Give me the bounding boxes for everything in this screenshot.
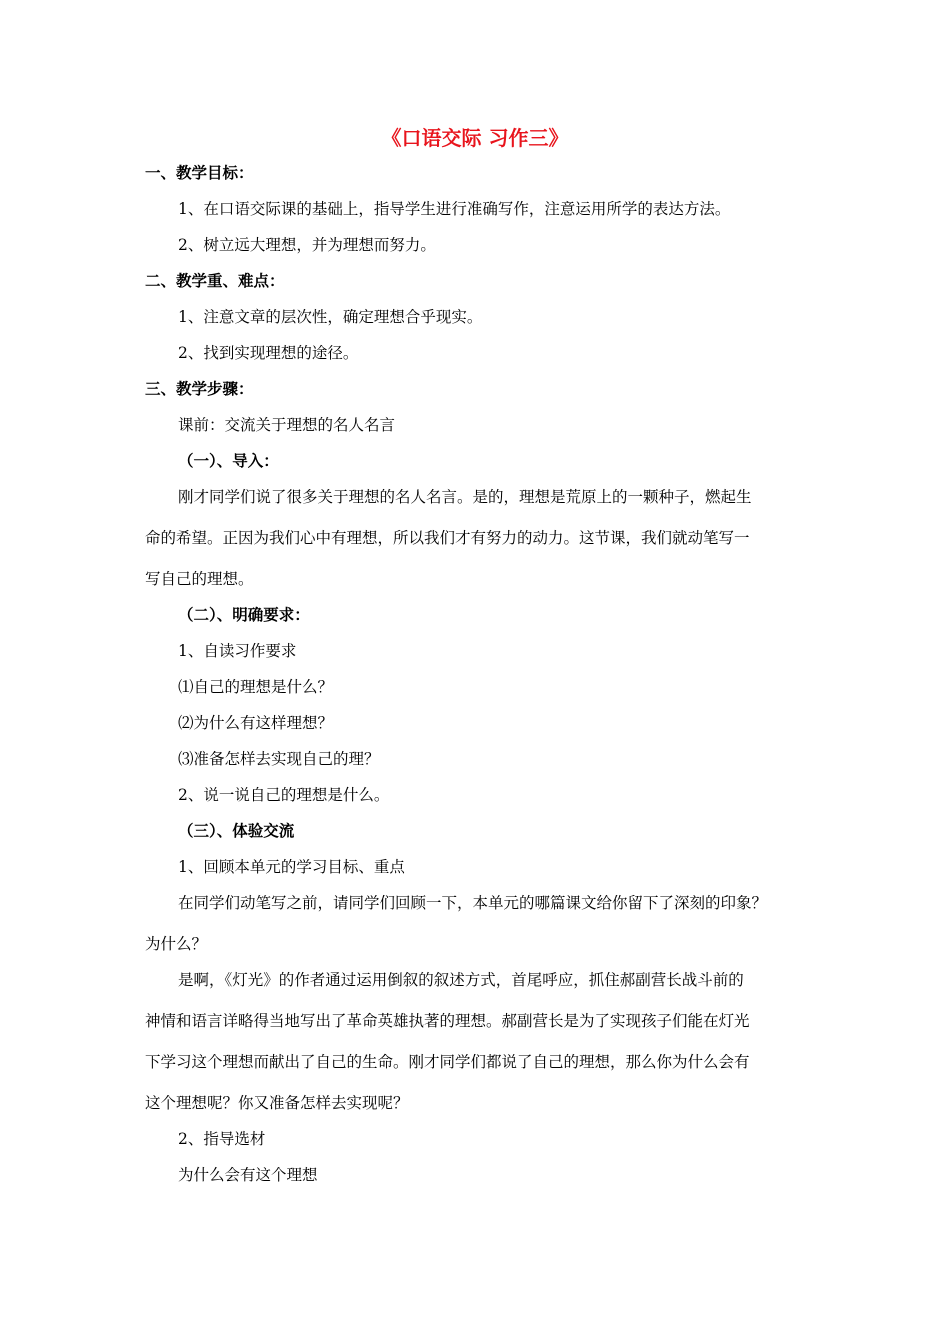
paragraph-line: 1、自读习作要求	[178, 642, 297, 660]
paragraph-line: 2、找到实现理想的途径。	[178, 344, 359, 362]
subsection-heading-requirements: （二）、明确要求：	[178, 606, 310, 624]
paragraph-line: 刚才同学们说了很多关于理想的名人名言。是的，理想是荒原上的一颗种子，燃起生	[178, 488, 752, 506]
paragraph-line: 2、说一说自己的理想是什么。	[178, 786, 390, 804]
paragraph-line: 为什么？	[145, 935, 208, 953]
list-item: ⑴自己的理想是什么？	[178, 678, 334, 696]
paragraph-line: 1、回顾本单元的学习目标、重点	[178, 858, 405, 876]
paragraph-line: 1、在口语交际课的基础上，指导学生进行准确写作，注意运用所学的表达方法。	[178, 200, 731, 218]
paragraph-line: 这个理想呢？你又准备怎样去实现呢？	[145, 1094, 409, 1112]
paragraph-line: 为什么会有这个理想	[178, 1166, 318, 1184]
section-heading-objectives: 一、教学目标：	[145, 164, 254, 182]
subsection-heading-intro: （一）、导入：	[178, 452, 279, 470]
paragraph-line: 2、指导选材	[178, 1130, 266, 1148]
list-item: ⑵为什么有这样理想？	[178, 714, 334, 732]
subsection-heading-experience: （三）、体验交流	[178, 822, 295, 840]
paragraph-line: 命的希望。正因为我们心中有理想，所以我们才有努力的动力。这节课，我们就动笔写一	[145, 529, 750, 547]
paragraph-line: 2、树立远大理想，并为理想而努力。	[178, 236, 436, 254]
paragraph-line: 在同学们动笔写之前，请同学们回顾一下，本单元的哪篇课文给你留下了深刻的印象？	[178, 894, 768, 912]
paragraph-line: 下学习这个理想而献出了自己的生命。刚才同学们都说了自己的理想，那么你为什么会有	[145, 1053, 750, 1071]
section-heading-steps: 三、教学步骤：	[145, 380, 254, 398]
list-item: ⑶准备怎样去实现自己的理？	[178, 750, 380, 768]
section-heading-key-points: 二、教学重、难点：	[145, 272, 285, 290]
document-title: 《口语交际 习作三》	[381, 126, 569, 150]
paragraph-line: 写自己的理想。	[145, 570, 254, 588]
paragraph-line: 是啊，《灯光》的作者通过运用倒叙的叙述方式，首尾呼应，抓住郝副营长战斗前的	[178, 971, 744, 989]
paragraph-line: 1、注意文章的层次性，确定理想合乎现实。	[178, 308, 483, 326]
paragraph-line: 课前：交流关于理想的名人名言	[178, 416, 396, 434]
paragraph-line: 神情和语言详略得当地写出了革命英雄执著的理想。郝副营长是为了实现孩子们能在灯光	[145, 1012, 750, 1030]
